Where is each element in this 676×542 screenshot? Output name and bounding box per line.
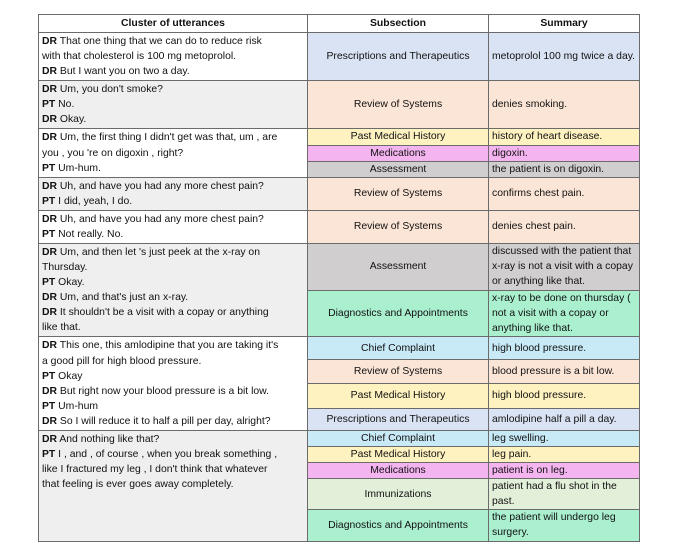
utterance-text: a good pill for high blood pressure. xyxy=(42,355,202,367)
utterance-cluster xyxy=(39,33,308,81)
utterance-cluster xyxy=(39,244,308,337)
utterance-text: Uh, and have you had any more chest pain? xyxy=(59,180,264,192)
subsection-cell: Past Medical History xyxy=(308,447,489,463)
speaker-label: DR xyxy=(42,66,58,78)
utterance-text: you , you 're on digoxin , right? xyxy=(42,147,184,159)
utterance-line xyxy=(42,97,304,112)
table-row xyxy=(39,81,640,129)
utterance-line xyxy=(42,462,304,477)
speaker-label: PT xyxy=(42,370,56,382)
summary-cell: denies chest pain. xyxy=(489,210,640,243)
utterance-cluster xyxy=(39,210,308,243)
utterance-text: But I want you on two a day. xyxy=(59,66,190,78)
utterance-cluster xyxy=(39,177,308,210)
utterance-line xyxy=(42,49,304,64)
speaker-label: PT xyxy=(42,228,56,240)
speaker-label: DR xyxy=(42,213,58,225)
summary-cell: history of heart disease. xyxy=(489,129,640,145)
utterance-text: Um, you don't smoke? xyxy=(59,84,163,96)
utterance-line xyxy=(42,447,304,462)
subsection-cell: Chief Complaint xyxy=(308,337,489,359)
utterance-line xyxy=(42,179,304,194)
utterance-line xyxy=(42,354,304,369)
speaker-label: DR xyxy=(42,114,58,126)
subsection-cell: Diagnostics and Appointments xyxy=(308,510,489,541)
utterance-text: that feeling is ever goes away completely. xyxy=(42,479,234,491)
utterance-text: I did, yeah, I do. xyxy=(58,195,133,207)
speaker-label: DR xyxy=(42,247,58,259)
utterance-text: That one thing that we can do to reduce risk xyxy=(59,36,262,47)
utterance-line xyxy=(42,112,304,127)
utterance-text: Um-hum. xyxy=(58,162,101,174)
subsection-cell: Review of Systems xyxy=(308,81,489,129)
utterance-text: Um-hum xyxy=(58,400,99,412)
utterance-line xyxy=(42,82,304,97)
utterance-text: Not really. No. xyxy=(58,228,124,240)
utterance-text: Um, and that's just an x-ray. xyxy=(59,292,189,304)
table-row xyxy=(39,129,640,145)
speaker-label: PT xyxy=(42,400,56,412)
utterance-line xyxy=(42,212,304,227)
summary-cell: digoxin. xyxy=(489,145,640,161)
table-row xyxy=(39,33,640,81)
speaker-label: DR xyxy=(42,415,58,427)
speaker-label: DR xyxy=(42,292,58,304)
subsection-cell: Medications xyxy=(308,145,489,161)
utterance-line xyxy=(42,414,304,429)
subsection-cell: Prescriptions and Therapeutics xyxy=(308,33,489,81)
summary-cell: the patient is on digoxin. xyxy=(489,161,640,177)
utterance-text: And nothing like that? xyxy=(59,433,160,445)
utterance-line xyxy=(42,477,304,492)
utterance-text: like that. xyxy=(42,322,81,334)
utterance-line xyxy=(42,146,304,161)
summary-cell: blood pressure is a bit low. xyxy=(489,359,640,383)
subsection-cell: Prescriptions and Therapeutics xyxy=(308,408,489,430)
utterance-line xyxy=(42,338,304,353)
header-cluster: Cluster of utterances xyxy=(39,15,308,33)
subsection-cell: Review of Systems xyxy=(308,177,489,210)
subsection-cell: Review of Systems xyxy=(308,359,489,383)
utterance-text: No. xyxy=(58,99,75,111)
utterance-text: Okay. xyxy=(58,277,85,289)
utterance-text: like I fractured my leg , I don't think that whatever xyxy=(42,464,268,476)
utterance-line xyxy=(42,369,304,384)
utterance-line xyxy=(42,305,304,320)
utterance-text: It shouldn't be a visit with a copay or anything xyxy=(59,307,269,319)
speaker-label: DR xyxy=(42,385,58,397)
header-subsection: Subsection xyxy=(308,15,489,33)
subsection-cell: Chief Complaint xyxy=(308,430,489,446)
utterance-text: This one, this amlodipine that you are taking it's xyxy=(59,340,279,352)
summary-cell: high blood pressure. xyxy=(489,337,640,359)
speaker-label: DR xyxy=(42,36,58,47)
subsection-cell: Past Medical History xyxy=(308,129,489,145)
utterance-text: Okay xyxy=(58,370,83,382)
utterance-summary-table xyxy=(38,14,640,542)
summary-cell: high blood pressure. xyxy=(489,384,640,408)
subsection-cell: Review of Systems xyxy=(308,210,489,243)
utterance-line xyxy=(42,384,304,399)
header-summary: Summary xyxy=(489,15,640,33)
speaker-label: DR xyxy=(42,132,58,144)
speaker-label: DR xyxy=(42,180,58,192)
utterance-text: Um, and then let 's just peek at the x-ray on xyxy=(59,247,260,259)
summary-cell: leg swelling. xyxy=(489,430,640,446)
summary-cell: denies smoking. xyxy=(489,81,640,129)
utterance-line xyxy=(42,399,304,414)
speaker-label: DR xyxy=(42,307,58,319)
utterance-text: I , and , of course , when you break something , xyxy=(58,449,278,461)
speaker-label: DR xyxy=(42,340,58,352)
utterance-cluster xyxy=(39,430,308,541)
subsection-cell: Assessment xyxy=(308,244,489,291)
utterance-cluster xyxy=(39,81,308,129)
speaker-label: PT xyxy=(42,277,56,289)
header-row xyxy=(39,15,640,33)
utterance-cluster xyxy=(39,129,308,177)
table-row xyxy=(39,210,640,243)
utterance-line xyxy=(42,130,304,145)
speaker-label: PT xyxy=(42,162,56,174)
table-row xyxy=(39,337,640,359)
utterance-line xyxy=(42,320,304,335)
summary-cell: discussed with the patient that x-ray is not a visit with a copay or anything like that. xyxy=(489,244,640,291)
summary-cell: amlodipine half a pill a day. xyxy=(489,408,640,430)
speaker-label: PT xyxy=(42,449,56,461)
utterance-text: But right now your blood pressure is a bit low. xyxy=(59,385,269,397)
speaker-label: PT xyxy=(42,195,56,207)
utterance-line xyxy=(42,34,304,49)
table-row xyxy=(39,177,640,210)
utterance-line xyxy=(42,194,304,209)
summary-cell: x-ray to be done on thursday ( not a visit with a copay or anything like that. xyxy=(489,290,640,337)
summary-cell: confirms chest pain. xyxy=(489,177,640,210)
table-row xyxy=(39,244,640,291)
utterance-text: with that cholesterol is 100 mg metoprolol. xyxy=(42,51,237,63)
utterance-line xyxy=(42,227,304,242)
summary-cell: patient is on leg. xyxy=(489,463,640,479)
subsection-cell: Immunizations xyxy=(308,479,489,510)
subsection-cell: Medications xyxy=(308,463,489,479)
utterance-line xyxy=(42,245,304,260)
utterance-line xyxy=(42,64,304,79)
utterance-text: So I will reduce it to half a pill per day, alright? xyxy=(59,415,271,427)
utterance-text: Um, the first thing I didn't get was that, um , are xyxy=(59,132,278,144)
summary-cell: metoprolol 100 mg twice a day. xyxy=(489,33,640,81)
utterance-line xyxy=(42,290,304,305)
table-row xyxy=(39,430,640,446)
utterance-line xyxy=(42,432,304,447)
utterance-text: Okay. xyxy=(59,114,87,126)
utterance-text: Uh, and have you had any more chest pain? xyxy=(59,213,264,225)
utterance-line xyxy=(42,260,304,275)
summary-cell: the patient will undergo leg surgery. xyxy=(489,510,640,541)
summary-cell: patient had a flu shot in the past. xyxy=(489,479,640,510)
subsection-cell: Past Medical History xyxy=(308,384,489,408)
summary-cell: leg pain. xyxy=(489,447,640,463)
subsection-cell: Assessment xyxy=(308,161,489,177)
utterance-line xyxy=(42,275,304,290)
utterance-text: Thursday. xyxy=(42,262,88,274)
speaker-label: PT xyxy=(42,99,56,111)
utterance-cluster xyxy=(39,337,308,430)
utterance-line xyxy=(42,161,304,176)
speaker-label: DR xyxy=(42,84,58,96)
speaker-label: DR xyxy=(42,433,58,445)
subsection-cell: Diagnostics and Appointments xyxy=(308,290,489,337)
